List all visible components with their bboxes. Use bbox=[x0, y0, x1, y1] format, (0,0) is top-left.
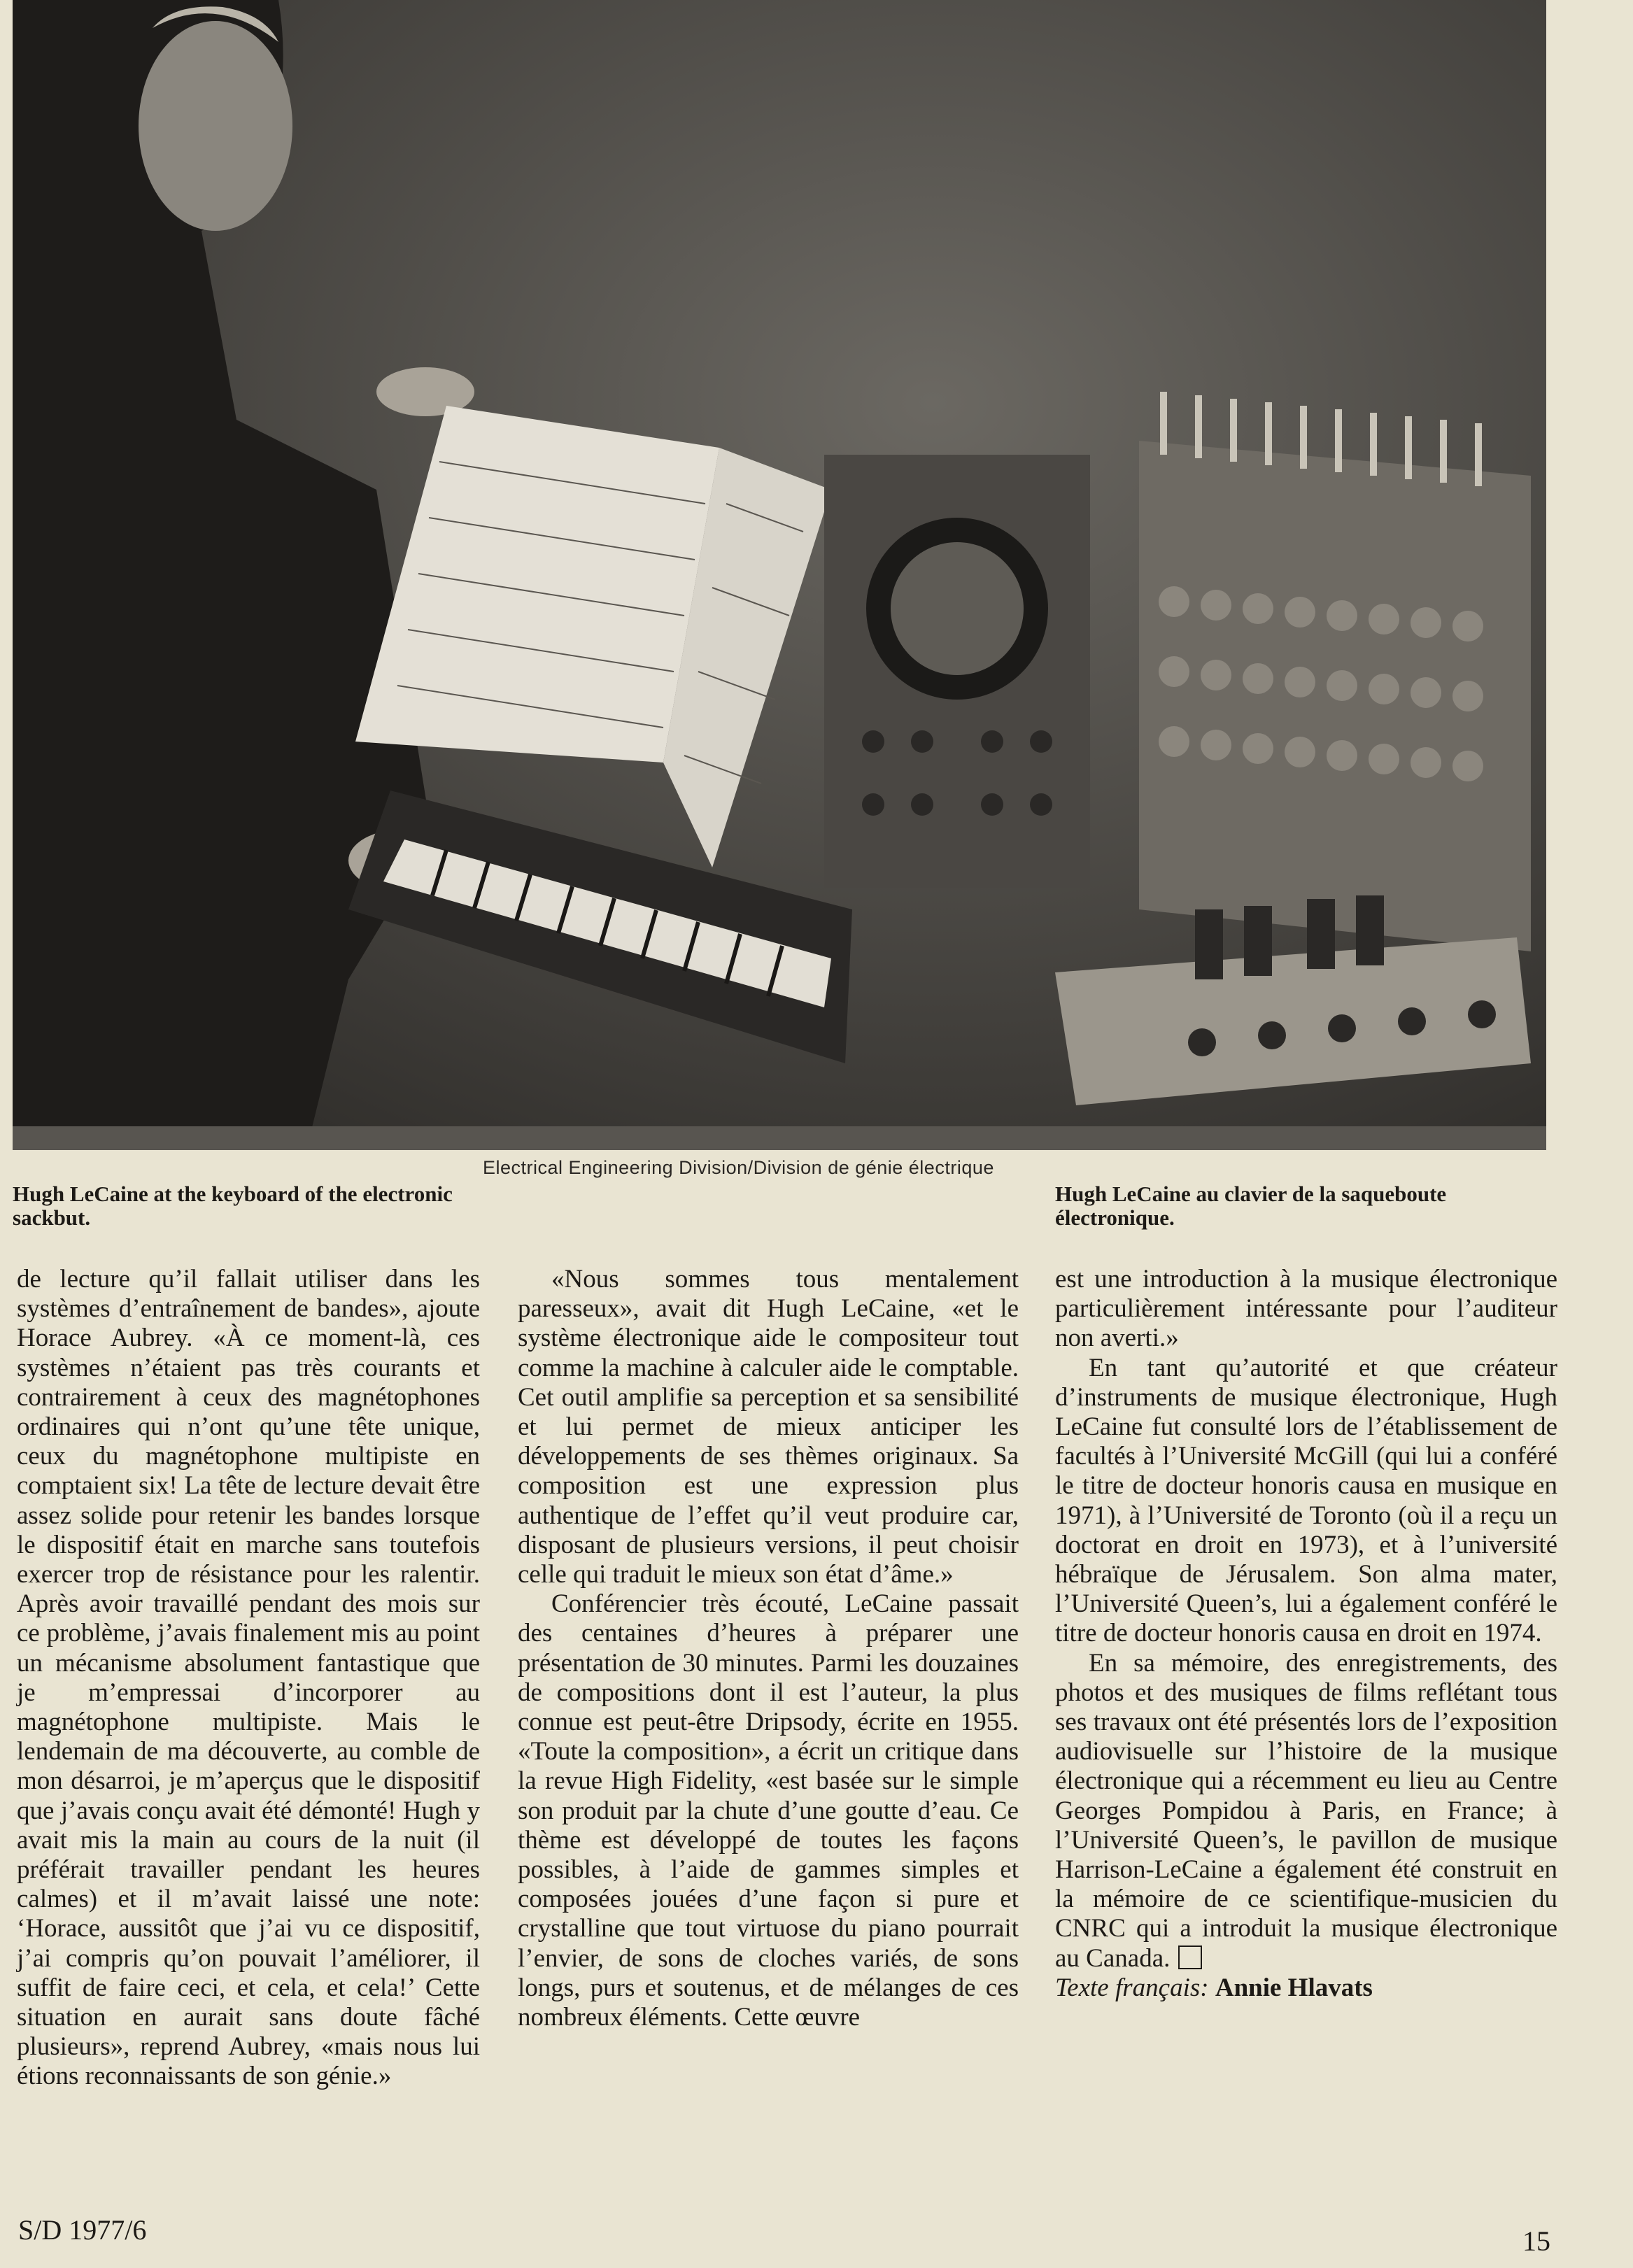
caption-english: Hugh LeCaine at the keyboard of the electronic sackbut. bbox=[13, 1182, 453, 1230]
issue-footer: S/D 1977/6 bbox=[18, 2214, 147, 2246]
translator-credit bbox=[1055, 1973, 1557, 2003]
paragraph: de lecture qu’il fallait utiliser dans les systèmes d’entraînement de bandes», ajoute Horace Aubrey. «À ce moment-là, ces systèmes n’étaient pas très courants et contrairement à ceux des magnétophones ordinaires qui n’ont qu’une tête unique, ceux du magnétophone multipiste en comptaient six! La tête de lecture devait être assez solide pour retenir les bandes lorsque le dispositif était en marche sans toutefois exercer trop de résistance pour les ralentir. Après avoir travaillé pendant des mois sur ce problème, j’avais finalement mis au point un mécanisme absolument fantastique que je m’empressai d’incorporer au magnétophone multipiste. Mais le lendemain de ma découverte, au comble de mon désarroi, je m’aperçus que le dispositif que j’avais conçu avait été démonté! Hugh y avait mis la main au cours de la nuit (il préférait travailler pendant les heures calmes) et il m’avait laissé une note: ‘Horace, aussitôt que j’ai vu ce dispositif, j’ai compris qu’on pouvait l’améliorer, il suffit de faire ceci, et cela, et cela!’ Cette situation en aurait sans doute fâché plusieurs», reprend Aubrey, «mais nous lui étions reconnaissants de son génie.» bbox=[17, 1265, 480, 2091]
article-column-1 bbox=[17, 1265, 480, 2092]
paragraph: Conférencier très écouté, LeCaine passait des centaines d’heures à préparer une présentation de 30 minutes. Parmi les douzaines de compositions dont il est l’auteur, la plus connue est peut-être Dripsody, écrite en 1955. «Toute la composition», a écrit un critique dans la revue High Fidelity, «est basée sur le simple son produit par la chute d’une goutte d’eau. Ce thème est développé de toutes les façons possibles, à l’aide de gammes simples et composées jouées d’une façon si pure et crystalline que tout virtuose du piano pourrait l’envier, de sons de cloches variés, de sons longs, purs et soutenus, et de mélanges de ces nombreux éléments. Cette œuvre bbox=[518, 1589, 1019, 2032]
end-mark-icon bbox=[1178, 1945, 1202, 1969]
paragraph-text: En sa mémoire, des enregistrements, des photos et des musiques de films reflétant tous ses travaux ont été présentés lors de l’exposition audiovisuelle sur l’histoire de la musique électronique qui a récemment eu lieu au Centre Georges Pompidou à Paris, en France; à l’Université Queen’s, le pavillon de musique Harrison-LeCaine a également été construit en la mémoire de ce scientifique-musicien du CNRC qui a introduit la musique électronique au Canada. bbox=[1055, 1648, 1557, 1973]
paragraph: est une introduction à la musique électronique particulièrement intéressante pour l’auditeur non averti.» bbox=[1055, 1265, 1557, 1353]
translator-label: Texte français: bbox=[1055, 1973, 1209, 2002]
paragraph bbox=[1055, 1649, 1557, 1973]
translator-name: Annie Hlavats bbox=[1215, 1973, 1373, 2002]
article-column-2 bbox=[518, 1265, 1019, 2032]
page-number: 15 bbox=[1522, 2225, 1550, 2257]
photo-lecaine-sackbut bbox=[13, 0, 1546, 1150]
caption-french: Hugh LeCaine au clavier de la saqueboute électronique. bbox=[1055, 1182, 1447, 1230]
paragraph: «Nous sommes tous mentalement paresseux», avait dit Hugh LeCaine, «et le système électronique aide le compositeur tout comme la machine à calculer aide le comptable. Cet outil amplifie sa perception et sa sensibilité et lui permet de mieux anticiper les développements de ses thèmes originaux. Sa composition est une expression plus authentique de l’effet qu’il veut produire car, disposant de plusieurs versions, il peut choisir celle qui traduit le mieux son état d’âme.» bbox=[518, 1265, 1019, 1589]
photo-credit: Electrical Engineering Division/Division de génie électrique bbox=[483, 1157, 994, 1178]
paragraph: En tant qu’autorité et que créateur d’instruments de musique électronique, Hugh LeCaine fut consulté lors de l’établissement de facultés à l’Université McGill (qui lui a conféré le titre de docteur honoris causa en musique en 1971), à l’Université de Toronto (où il a reçu un doctorat en droit en 1973), et à l’université hébraïque de Jérusalem. Son alma mater, l’Université Queen’s, lui a également conféré le titre de docteur honoris causa en droit en 1974. bbox=[1055, 1353, 1557, 1648]
article-column-3 bbox=[1055, 1265, 1557, 2003]
photo-illustration bbox=[13, 0, 1546, 1150]
